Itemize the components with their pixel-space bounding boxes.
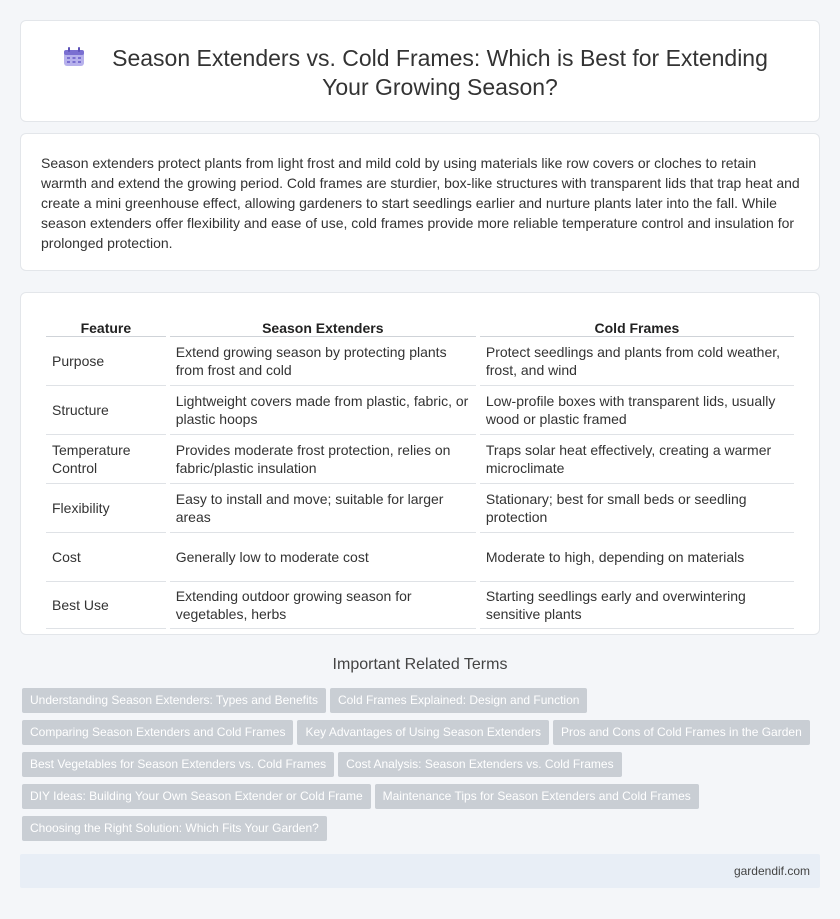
table-row	[46, 337, 794, 386]
season-extenders-cell: Extend growing season by protecting plants from frost and cold	[170, 337, 476, 386]
related-term-tag[interactable]: Pros and Cons of Cold Frames in the Garden	[553, 720, 810, 745]
related-term-tag[interactable]: Cold Frames Explained: Design and Function	[330, 688, 587, 713]
season-extenders-cell: Easy to install and move; suitable for larger areas	[170, 484, 476, 533]
feature-cell: Purpose	[46, 337, 166, 386]
site-name: gardendif.com	[733, 864, 810, 878]
feature-cell: Cost	[46, 533, 166, 582]
season-extenders-cell: Lightweight covers made from plastic, fabric, or plastic hoops	[170, 386, 476, 435]
tag-row	[22, 720, 822, 752]
cold-frames-cell: Traps solar heat effectively, creating a warmer microclimate	[480, 435, 794, 484]
feature-cell: Structure	[46, 386, 166, 435]
tag-row	[22, 688, 822, 720]
related-term-tag[interactable]: Key Advantages of Using Season Extenders	[297, 720, 548, 745]
intro-card	[20, 133, 820, 271]
related-terms-heading: Important Related Terms	[332, 656, 508, 673]
page-title: Season Extenders vs. Cold Frames: Which is Best for Extending Your Growing Season?	[112, 45, 768, 100]
related-term-tag[interactable]: Maintenance Tips for Season Extenders and Cold Frames	[375, 784, 699, 809]
tag-row	[22, 816, 822, 848]
footer	[20, 854, 820, 888]
table-row	[46, 435, 794, 484]
related-term-tag[interactable]: Cost Analysis: Season Extenders vs. Cold Frames	[338, 752, 621, 777]
cold-frames-cell: Starting seedlings early and overwintering sensitive plants	[480, 582, 794, 629]
related-term-tag[interactable]: Choosing the Right Solution: Which Fits Your Garden?	[22, 816, 327, 841]
cold-frames-cell: Protect seedlings and plants from cold weather, frost, and wind	[480, 337, 794, 386]
table-row	[46, 533, 794, 582]
cold-frames-cell: Stationary; best for small beds or seedling protection	[480, 484, 794, 533]
season-extenders-cell: Generally low to moderate cost	[170, 533, 476, 582]
comparison-table-card	[20, 292, 820, 635]
intro-paragraph: Season extenders protect plants from light frost and mild cold by using materials like row covers or cloches to retain warmth and extend the growing period. Cold frames are sturdier, box-like structures with transparent lids that trap heat and create a mini greenhouse effect, allowing gardeners to start seedlings earlier and nurture plants later into the fall. While season extenders offer flexibility and ease of use, cold frames provide more reliable temperature control and insulation for prolonged protection.	[41, 155, 800, 251]
related-term-tag[interactable]: Understanding Season Extenders: Types and Benefits	[22, 688, 326, 713]
tag-row	[22, 784, 822, 816]
title-card	[20, 20, 820, 122]
feature-cell: Temperature Control	[46, 435, 166, 484]
season-extenders-cell: Extending outdoor growing season for vegetables, herbs	[170, 582, 476, 629]
related-term-tag[interactable]: Best Vegetables for Season Extenders vs. Cold Frames	[22, 752, 334, 777]
cold-frames-cell: Low-profile boxes with transparent lids, usually wood or plastic framed	[480, 386, 794, 435]
feature-cell: Flexibility	[46, 484, 166, 533]
header-season-extenders: Season Extenders	[170, 314, 476, 337]
header-cold-frames: Cold Frames	[480, 314, 794, 337]
related-terms-tags	[22, 688, 822, 848]
season-extenders-cell: Provides moderate frost protection, relies on fabric/plastic insulation	[170, 435, 476, 484]
related-term-tag[interactable]: Comparing Season Extenders and Cold Frames	[22, 720, 293, 745]
cold-frames-cell: Moderate to high, depending on materials	[480, 533, 794, 582]
table-row	[46, 386, 794, 435]
feature-cell: Best Use	[46, 582, 166, 629]
table-row	[46, 484, 794, 533]
tag-row	[22, 752, 822, 784]
comparison-table	[42, 314, 798, 629]
table-row	[46, 582, 794, 629]
header-feature: Feature	[46, 314, 166, 337]
table-header-row	[46, 314, 794, 337]
related-term-tag[interactable]: DIY Ideas: Building Your Own Season Extender or Cold Frame	[22, 784, 371, 809]
